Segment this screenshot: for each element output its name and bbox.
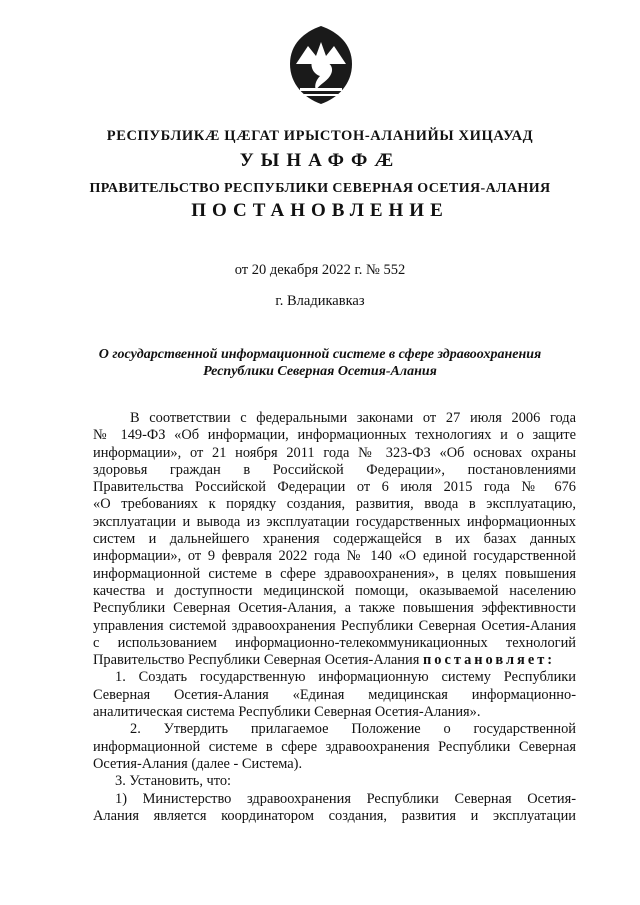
body-line: Алания является координатором создания, развития и эксплуатации — [93, 807, 576, 824]
body-line: информации», от 21 ноября 2011 года № 323-ФЗ «Об основах охраны — [93, 444, 576, 461]
body-line: систем и дальнейшего хранения содержащейся в их базах данных — [93, 531, 576, 548]
body-line: Республики Северная Осетия-Алания, а также повышения эффективности — [93, 600, 576, 617]
body-line: информационной системе в сфере здравоохранения Республики Северная — [93, 738, 576, 755]
decree-heading-ossetian: УЫНАФФӔ — [239, 150, 401, 171]
decree-title — [0, 346, 640, 380]
decree-title-line: Республики Северная Осетия-Алания — [203, 364, 437, 379]
decree-date-number: от 20 декабря 2022 г. № 552 — [234, 262, 406, 278]
resolves-word: постановляет: — [422, 652, 556, 669]
body-line-text: Правительство Республики Северная Осетия-Алания — [93, 652, 420, 669]
body-line: 3. Установить, что: — [115, 773, 232, 790]
body-line: эксплуатации и вывода из эксплуатации государственных информационных — [93, 513, 576, 530]
decree-city: г. Владикавказ — [275, 293, 365, 309]
decree-heading-russian: ПОСТАНОВЛЕНИЕ — [191, 200, 449, 221]
body-line: Северная Осетия-Алания «Единая медицинская информационно- — [93, 686, 576, 703]
body-line: Осетия-Алания (далее - Система). — [93, 755, 303, 772]
government-header-russian: ПРАВИТЕЛЬСТВО РЕСПУБЛИКИ СЕВЕРНАЯ ОСЕТИЯ-АЛАНИЯ — [89, 181, 551, 196]
body-line: информационной системе в сфере здравоохранения», в целях повышения — [93, 565, 576, 582]
body-line: 2. Утвердить прилагаемое Положение о государственной — [130, 721, 576, 738]
body-line: аналитическая система Республики Северная Осетия-Алания». — [93, 704, 481, 721]
decree-title-line: О государственной информационной системе в сфере здравоохранения — [98, 347, 542, 362]
decree-body — [93, 410, 576, 825]
republic-header-ossetian: РЕСПУБЛИКӔ ЦӔГАТ ИРЫСТОН-АЛАНИЙЫ ХИЦАУАД — [106, 128, 534, 144]
body-line: В соответствии с федеральными законами от 27 июля 2006 года — [130, 410, 576, 426]
coat-of-arms-emblem — [286, 24, 356, 106]
body-line: 1) Министерство здравоохранения Республики Северная Осетия- — [115, 790, 576, 807]
body-line: Правительства Российской Федерации от 6 июля 2015 года № 676 — [93, 479, 576, 496]
body-line: № 149-ФЗ «Об информации, информационных технологиях и о защите — [93, 427, 576, 444]
body-line: информации», от 9 февраля 2022 года № 140 «О единой государственной — [93, 548, 576, 565]
body-line — [93, 652, 576, 669]
body-line: «О требованиях к порядку создания, развития, ввода в эксплуатацию, — [93, 496, 576, 513]
body-line: здоровья граждан в Российской Федерации», постановлениями — [93, 461, 576, 478]
body-line: 1. Создать государственную информационную систему Республики — [115, 669, 576, 686]
body-line: качества и доступности медицинской помощи, оказываемой населению — [93, 582, 576, 599]
body-line: с использованием информационно-телекоммуникационных технологий — [93, 634, 576, 651]
body-line: управления системой здравоохранения Республики Северная Осетия-Алания — [93, 617, 576, 634]
